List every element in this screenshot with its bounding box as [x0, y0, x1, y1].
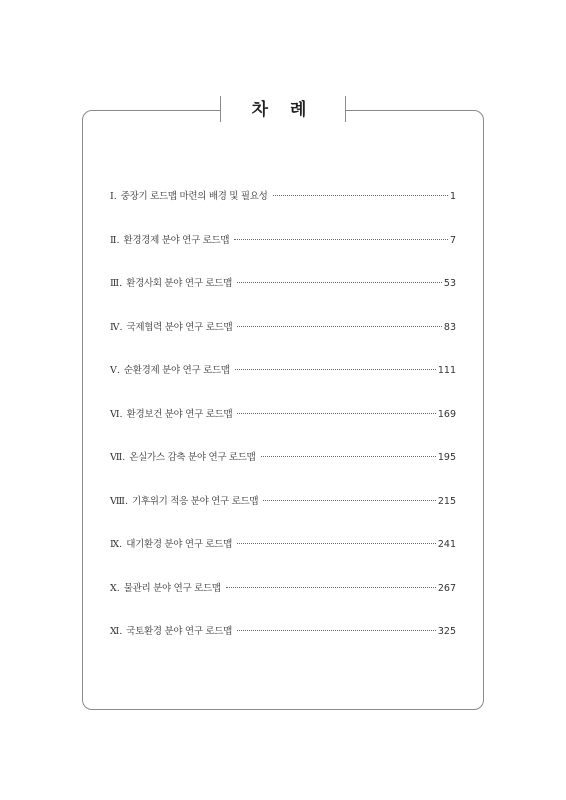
toc-entry-5[interactable] [110, 364, 456, 408]
toc-number: Ⅵ. [110, 408, 123, 420]
toc-leader-dots [237, 413, 435, 414]
toc-entry-7[interactable] [110, 451, 456, 495]
toc-entry-9[interactable] [110, 538, 456, 582]
toc-number: Ⅸ. [110, 539, 123, 550]
toc-label: 기후위기 적응 분야 연구 로드맵 [131, 495, 259, 507]
toc-leader-dots [273, 195, 448, 196]
toc-page-number: 195 [437, 452, 456, 463]
toc-page-number: 111 [437, 365, 456, 376]
toc-entry-10[interactable] [110, 582, 456, 626]
toc-label: 환경보건 분야 연구 로드맵 [126, 408, 233, 420]
toc-number: Ⅺ. [110, 626, 123, 637]
toc-number: Ⅹ. [110, 582, 120, 594]
toc-number: Ⅴ. [110, 365, 120, 376]
toc-label: 온실가스 감축 분야 연구 로드맵 [129, 452, 256, 463]
toc-leader-dots [261, 456, 436, 457]
toc-leader-dots [234, 239, 448, 240]
toc-label: 대기환경 분야 연구 로드맵 [126, 539, 232, 550]
toc-label: 중장기 로드맵 마련의 배경 및 필요성 [120, 191, 268, 202]
toc-label: 물관리 분야 연구 로드맵 [123, 582, 221, 594]
toc-entry-11[interactable] [110, 625, 456, 669]
toc-leader-dots [237, 543, 436, 544]
toc-number: Ⅶ. [110, 452, 126, 463]
toc-leader-dots [237, 282, 442, 283]
toc-entry-3[interactable] [110, 277, 456, 321]
toc-leader-dots [237, 326, 442, 327]
toc-entry-2[interactable] [110, 234, 456, 278]
toc-entry-4[interactable] [110, 321, 456, 365]
page-title: 차 례 [251, 100, 315, 120]
toc-page-number: 53 [443, 278, 456, 289]
toc-entry-6[interactable] [110, 408, 456, 452]
toc-leader-dots [235, 369, 436, 370]
toc-page-number: 267 [437, 582, 456, 594]
toc-number: Ⅲ. [110, 278, 123, 289]
toc-number: Ⅳ. [110, 321, 123, 333]
toc-leader-dots [226, 587, 436, 588]
toc-leader-dots [237, 630, 436, 631]
toc-label: 순환경제 분야 연구 로드맵 [123, 365, 230, 376]
toc-leader-dots [263, 500, 436, 501]
toc-page-number: 1 [449, 191, 456, 202]
title-divider-right [345, 96, 346, 122]
toc-page-number: 325 [437, 626, 456, 637]
toc-label: 환경사회 분야 연구 로드맵 [126, 278, 232, 289]
table-of-contents [110, 190, 456, 669]
toc-label: 환경경제 분야 연구 로드맵 [123, 234, 230, 246]
toc-page-number: 169 [437, 408, 456, 420]
toc-page-number: 241 [437, 539, 456, 550]
toc-page-number: 215 [437, 495, 456, 507]
toc-entry-1[interactable] [110, 190, 456, 234]
toc-label: 국토환경 분야 연구 로드맵 [126, 626, 233, 637]
toc-page-number: 83 [443, 321, 456, 333]
toc-page-number: 7 [449, 234, 456, 246]
toc-number: Ⅷ. [110, 495, 128, 507]
toc-number: Ⅱ. [110, 234, 120, 246]
toc-label: 국제협력 분야 연구 로드맵 [126, 321, 233, 333]
title-divider-left [220, 96, 221, 122]
toc-number: Ⅰ. [110, 191, 117, 202]
toc-entry-8[interactable] [110, 495, 456, 539]
